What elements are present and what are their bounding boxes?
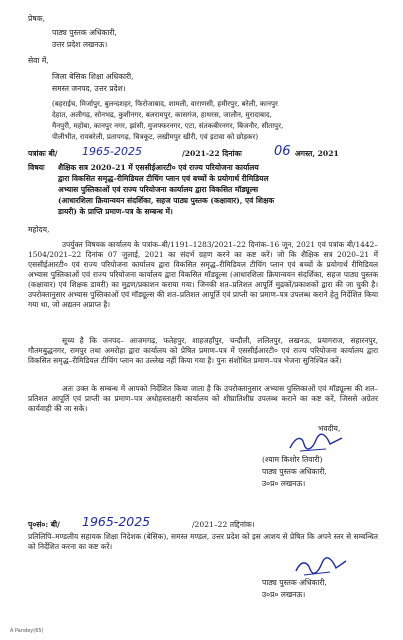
reference-year: /2021-22 दिनांकः bbox=[182, 149, 242, 158]
signatory2-title: पाठ्य पुस्तक अधिकारी, bbox=[262, 578, 327, 587]
handwritten-signature bbox=[286, 432, 346, 454]
recipient-label: सेवा में, bbox=[28, 56, 49, 65]
subject-line: अभ्यास पुस्तिकाओं एवं राज्य परियोजना कार्यालय द्वारा विकसित मॉड्यूल्स bbox=[58, 185, 259, 194]
sender-label: प्रेषक, bbox=[28, 14, 45, 23]
salutation: महोदय, bbox=[28, 225, 50, 234]
signatory2-place: उ०प्र० लखनऊ। bbox=[262, 590, 306, 599]
reference-prefix: पत्रांकः बी/ bbox=[28, 149, 58, 158]
district-line: देहात, अलीगढ़, सोनभद्र, कुशीनगर, बलरामपुर, कासगंज, हाथरस, जालौन, मुरादाबाद, bbox=[52, 110, 272, 119]
signatory-name: (श्याम किशोर तिवारी) bbox=[262, 455, 323, 464]
body-paragraph-3: अतः उक्त के सम्बन्ध में आपको निर्देशित किया जाता है कि उपरोक्तानुसार अभ्यास पुस्तिकाओं एवं मॉड्यूल्स की शत–प्रतिशत आपूर्ति एवं प्राप्ती का प्रमाण–पत्र अधोहस्ताक्षरी कार्यालय को शीघ्रातिशीघ्र उपलब्ध कराने का कष्ट करें, जिससे अग्रेतर कार्यवाही की जा सके। bbox=[28, 384, 378, 413]
copy-prefix: पृ०सं०: बी/ bbox=[28, 520, 60, 529]
subject-label: विषयः bbox=[28, 163, 45, 172]
signatory-title: पाठ्य पुस्तक अधिकारी, bbox=[262, 467, 327, 476]
district-line: पीलीभीत, रायबरेली, प्रतापगढ़, चित्रकूट, लखीमपुर खीरी, एवं इटावा को छोड़कर) bbox=[52, 132, 259, 141]
footer-note: A Pandey(65) bbox=[10, 628, 44, 634]
handwritten-copy-number: 1965-2025 bbox=[82, 514, 151, 529]
sender-line1: पाठ्य पुस्तक अधिकारी, bbox=[52, 28, 117, 37]
handwritten-letter-number: 1965-2025 bbox=[82, 145, 142, 158]
subject-line: (आधारशिला क्रियान्वयन संदर्शिका, सहज पाठ्य पुस्तक (कक्षावार), एवं शिक्षक bbox=[58, 196, 275, 205]
subject-line: शैक्षिक सत्र 2020–21 में एससीईआरटी० एवं राज्य परियोजना कार्यालय bbox=[58, 163, 259, 172]
handwritten-date-day: 06 bbox=[274, 144, 291, 159]
subject-line: द्वारा विकसित समृद्ध–रीमिडियल टीचिंग प्लान एवं बच्चों के प्रयोगार्थ रीमिडियल bbox=[58, 174, 269, 183]
copy-text: प्रतिलिपि–मण्डलीय सहायक शिक्षा निदेशक (बेसिक), समस्त मण्डल, उत्तर प्रदेश को इस आशय से प्रेषित कि अपने स्तर से सम्बन्धित को निर्देशित करना का कष्ट करें। bbox=[28, 532, 378, 551]
recipient-line2: समस्त जनपद, उत्तर प्रदेश। bbox=[52, 84, 126, 93]
subject-line: डायरी) के प्राप्ति प्रमाण–पत्र के सम्बन्ध में। bbox=[58, 207, 173, 216]
sender-line2: उत्तर प्रदेश लखनऊ। bbox=[52, 40, 108, 49]
handwritten-signature-2 bbox=[292, 556, 350, 578]
signatory-place: उ०प्र० लखनऊ। bbox=[262, 479, 306, 488]
body-paragraph-1: उपर्युक्त विषयक कार्यालय के पत्रांक–बी/1191–1283/2021–22 दिनांक–16 जून, 2021 एवं पत्रांक बी/1442–1504/2021–22 दिनांक 07 जुलाई, 2021 का संदर्भ ग्रहण करने का कष्ट करें। जो कि शैक्षिक सत्र 2020–21 में एससीईआरटी० एवं राज्य परियोजना कार्यालय द्वारा विकसित समृद्ध–रीमिडियल टीचिंग प्लान एवं बच्चों के प्रयोगार्थ रीमिडियल अभ्यास पुस्तिकाओं एवं राज्य परियोजना कार्यालय द्वारा विकसित मॉड्यूल्स (आधारशिला क्रियान्वयन संदर्शिका, सहज पाठ्य पुस्तक (कक्षावार) एवं शिक्षक डायरी) का मुद्रण/प्रकाशन कराया गया। जिनकी शत–प्रतिशत आपूर्ति मुद्रकों/प्रकाशकों द्वारा की जा चुकी है। उपरोक्तानुसार अभ्यास पुस्तिकाओं एवं मॉड्यूल्स की शत–प्रतिशत आपूर्ति एवं प्राप्ती का प्रमाण–पत्र उपलब्ध कराने हेतु निर्देशित किया गया था, जो अद्यतन अप्राप्त है। bbox=[28, 240, 378, 309]
closing: भवदीय, bbox=[318, 424, 341, 433]
copy-year: /2021–22 तद्दिनांक। bbox=[192, 520, 255, 529]
recipient-line1: जिला बेसिक शिक्षा अधिकारी, bbox=[52, 72, 134, 81]
body-paragraph-2: सूच्य है कि जनपद– आजमगढ़, फतेहपुर, शाहजहाँपुर, चन्दौली, ललितपुर, लखनऊ, प्रयागराज, सहारनपुर, गौतमबुद्धनगर, रामपुर तथा अमरोहा द्वारा कार्यालय को प्रेषित प्रमाण–पत्र में एससीईआरटी० एवं राज्य परियोजना कार्यालय द्वारा विकसित समृद्ध–रीमिडियल टीचिंग प्लान का उल्लेख नहीं किया गया है। पुनः संशोधित प्रमाण–पत्र भेजना सुनिश्चित करें। bbox=[28, 336, 378, 365]
reference-month-year: अगस्त, 2021 bbox=[295, 149, 339, 158]
district-line: मैनपुरी, महोबा, कानपुर नगर, झांसी, मुजफ्फरनगर, एटा, संतकबीरनगर, बिजनौर, सीतापुर, bbox=[52, 121, 284, 130]
district-line: (बहराईच, मिर्जापुर, बुलन्दशहर, फिरोजाबाद, शामली, वाराणसी, हमीरपुर, बरेली, कानपुर bbox=[52, 99, 278, 108]
